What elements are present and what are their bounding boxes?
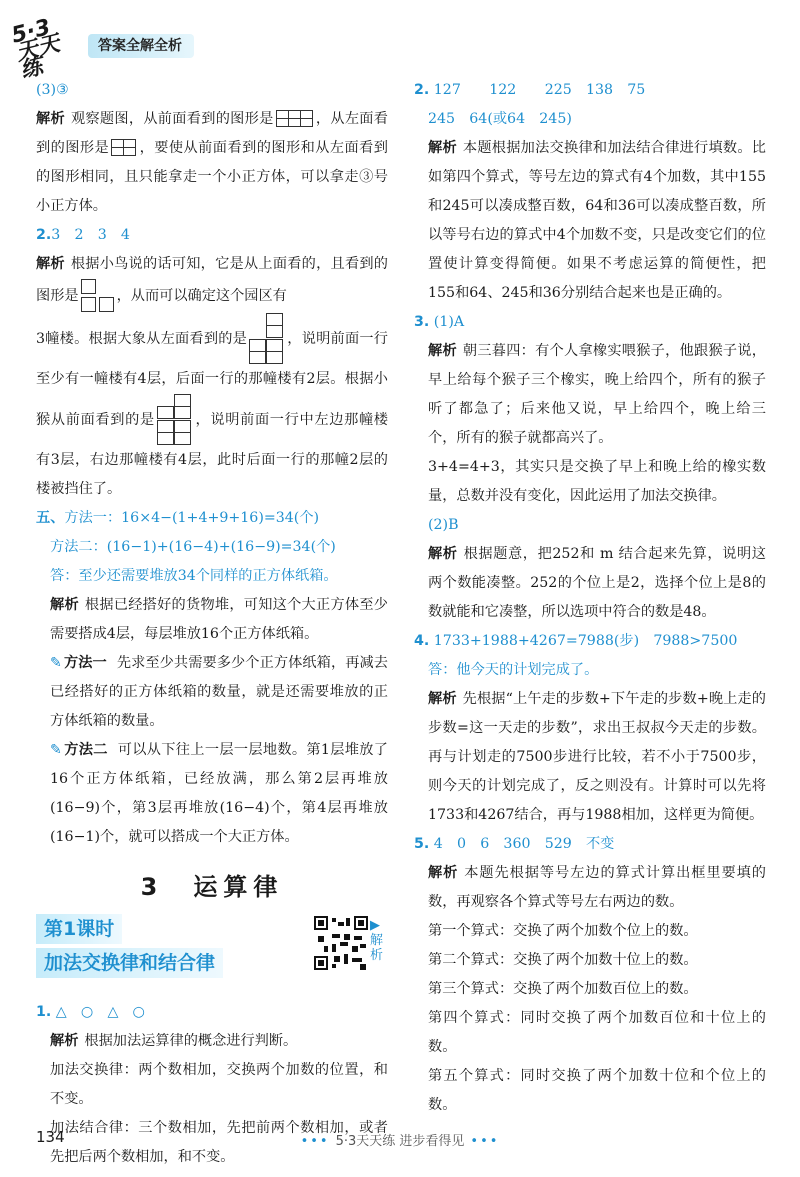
footer-slogan: ••• 5·3天天练 进步看得见 ••• xyxy=(300,1134,500,1149)
pencil-icon: ✎ xyxy=(50,655,62,671)
question-5-answer: 答：至少还需要堆放34个同样的正方体纸箱。 xyxy=(50,568,338,584)
question-2-answer-line2: 245 64(或64 245) xyxy=(428,111,572,127)
qr-label: ▶ 解析 xyxy=(370,918,384,963)
top-view-icon xyxy=(81,279,115,313)
lesson-number: 第1课时 xyxy=(36,914,122,944)
question-5-method2: 方法二：(16−1)+(16−4)+(16−9)=34(个) xyxy=(50,539,336,555)
analysis-q1: 解析 根据加法运算律的概念进行判断。 xyxy=(50,1033,298,1049)
qr-code-icon[interactable] xyxy=(314,916,368,970)
dots-icon: ••• xyxy=(470,1134,500,1149)
question-1: 1. △ ○ △ ○ xyxy=(36,1004,145,1020)
analysis-q2: 解析 根据小鸟说的话可知，它是从上面看的，且看到的图形是 ，从而可以确定这个园区有 3幢楼。根据大象从左面看到的是 ，说明前面一行至少有一幢楼有4层，后面一行的那幢楼有2层。根据小猴从前面看到的是 ，说明前面一行中左边那幢楼有3层，右边那幢楼有4层，此时后面一行的那幢2层的楼被挡住了。 xyxy=(36,256,388,497)
method-1-note: ✎ 方法一 先求至少共需要多少个正方体纸箱，再减去已经搭好的正方体纸箱的数量，就是还需要堆放的正方体纸箱的数量。 xyxy=(50,655,388,729)
pencil-icon: ✎ xyxy=(50,742,62,758)
analysis-q5: 解析 根据已经搭好的货物堆，可知这个大正方体至少需要搭成4层，每层堆放16个正方体纸箱。 xyxy=(50,597,388,642)
commutative-law: 加法交换律：两个数相加，交换两个加数的位置，和不变。 xyxy=(50,1062,388,1107)
question-4: 4. 1733+1988+4267=7988(步) 7988>7500 xyxy=(414,633,738,649)
right-column xyxy=(414,76,766,1120)
equation-2-note: 第二个算式：交换了两个加数十位上的数。 xyxy=(428,952,698,968)
equation-1-note: 第一个算式：交换了两个加数个位上的数。 xyxy=(428,923,698,939)
analysis-paragraph: 解析 观察题图，从前面看到的图形是 ，从左面看到的图形是 ，要使从前面看到的图形和从左面看到的图形相同，且只能拿走一个小正方体，可以拿走③号小正方体。 xyxy=(36,111,388,214)
elephant-view-icon xyxy=(249,313,285,365)
analysis-q5-right: 解析 本题先根据等号左边的算式计算出框里要填的数，再观察各个算式等号左右两边的数。 xyxy=(428,865,766,910)
question-5-method1: 五、方法一：16×4−(1+4+9+16)=34(个) xyxy=(36,510,320,526)
analysis-q3-part1: 解析 朝三暮四：有个人拿橡实喂猴子，他跟猴子说，早上给每个猴子三个橡实，晚上给四个，所有的猴子听了都急了；后来他又说，早上给四个，晚上给三个，所有的猴子就都高兴了。 xyxy=(428,343,766,446)
equation-3-note: 第三个算式：交换了两个加数百位上的数。 xyxy=(428,981,698,997)
left-view-icon xyxy=(111,139,137,157)
question-4-answer: 答：他今天的计划完成了。 xyxy=(428,662,599,678)
monkey-view-icon xyxy=(157,394,193,446)
page-header xyxy=(9,14,314,84)
answer-3-3: (3)③ xyxy=(36,82,69,98)
front-view-icon xyxy=(276,110,314,128)
analysis-q4: 解析 先根据“上午走的步数+下午走的步数+晚上走的步数=这一天走的步数”，求出王叔叔今天走的步数。再与计划走的7500步进行比较，若不小于7500步，则今天的计划完成了，反之则没有。计算时可以先将1733和4267结合，再与1988相加，这样更为简便。 xyxy=(428,691,766,823)
lesson-header xyxy=(36,914,388,994)
equation-5-note: 第五个算式：同时交换了两个加数十位和个位上的数。 xyxy=(428,1068,766,1113)
analysis-q2-right: 解析 本题根据加法交换律和加法结合律进行填数。比如第四个算式，等号左边的算式有4个加数，其中155和245可以凑成整百数，64和36可以凑成整百数，所以等号右边的算式中4个加数不变，只是改变它们的位置使计算变得简便。如果不考虑运算的简便性，把155和64、245和36分别结合起来也是正确的。 xyxy=(428,140,766,301)
left-column xyxy=(36,76,388,1172)
question-3-part2: (2)B xyxy=(428,517,459,533)
analysis-q3-part1-conclusion: 3+4=4+3，其实只是交换了早上和晚上给的橡实数量，总数并没有变化，因此运用了加法交换律。 xyxy=(428,459,766,504)
associative-law: 加法结合律：三个数相加，先把前两个数相加，或者先把后两个数相加，和不变。 xyxy=(50,1120,388,1165)
question-3-part1: 3. (1)A xyxy=(414,314,465,330)
analysis-q3-part2: 解析 根据题意，把252和 m 结合起来先算，说明这两个数能凑整。252的个位上是2，选择个位上是8的数就能和它凑整，所以选项中符合的数是48。 xyxy=(428,546,766,620)
equation-4-note: 第四个算式：同时交换了两个加数百位和十位上的数。 xyxy=(428,1010,766,1055)
brand-logo: 5·3 天天练 xyxy=(9,15,63,84)
dots-icon: ••• xyxy=(300,1134,330,1149)
page-number: 134 xyxy=(36,1128,65,1146)
question-2-right: 2. 127 122 225 138 75 xyxy=(414,82,646,98)
question-5-right: 5. 4 0 6 360 529 不变 xyxy=(414,836,615,852)
lesson-title: 加法交换律和结合律 xyxy=(36,948,223,978)
chapter-title: 3 运算律 xyxy=(140,873,284,901)
question-2: 2.3 2 3 4 xyxy=(36,227,130,243)
method-2-note: ✎ 方法二 可以从下往上一层一层地数。第1层堆放了16个正方体纸箱，已经放满，那么第2层再堆放(16−9)个，第3层再堆放(16−4)个，第4层再堆放(16−1)个，就可以搭成一个大正方体。 xyxy=(50,742,388,845)
header-title: 答案全解全析 xyxy=(88,34,194,58)
